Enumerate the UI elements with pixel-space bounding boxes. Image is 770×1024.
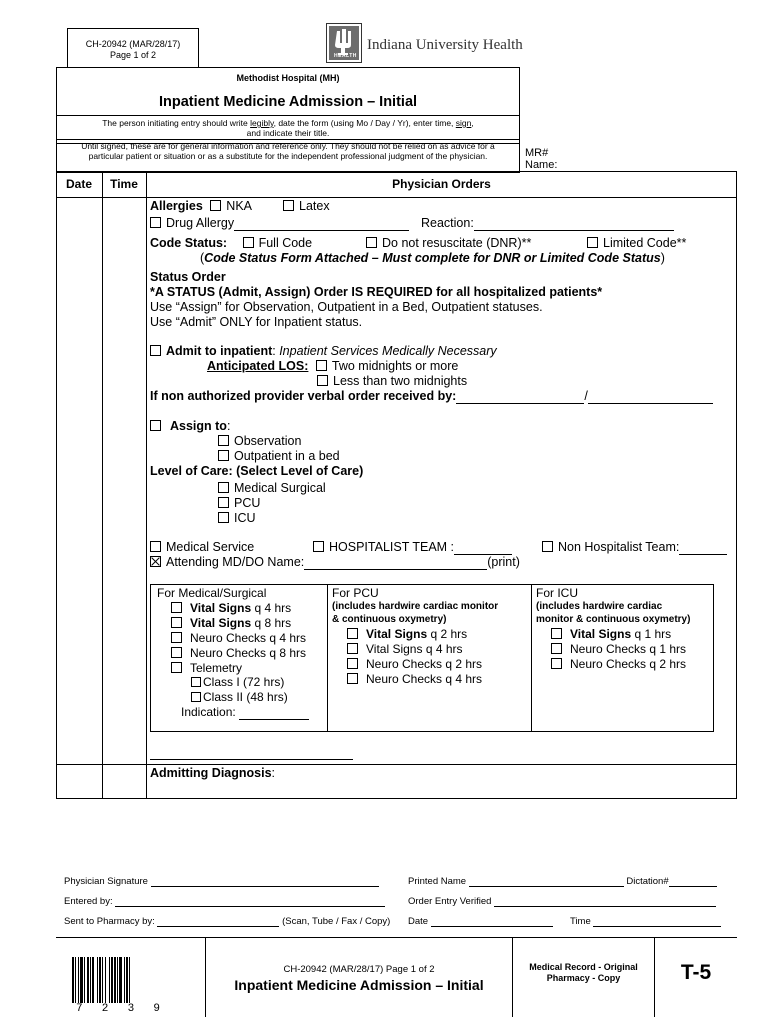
code-status-label: Code Status: [150, 236, 228, 250]
icu-item [551, 657, 686, 672]
form-id: T-5 [680, 961, 712, 984]
pcu-item-checkbox[interactable] [347, 658, 358, 669]
non-hospitalist-option: Non Hospitalist Team: [542, 540, 727, 555]
icu-item-label: q 1 hrs [631, 627, 672, 641]
barcode-bar [119, 957, 122, 1003]
medsurg-item-label: q 4 hrs [251, 601, 292, 615]
medsurg-item [171, 646, 306, 661]
time-row: Time [570, 916, 721, 927]
icu-item-checkbox[interactable] [551, 628, 562, 639]
barcode-bar [117, 957, 118, 1003]
signature-row: Physician Signature [64, 876, 379, 887]
disclaimer: Until signed, these are for general information and reference only. They should not be relied on as advice for a particular patient or situation or as a substitute for the independent professional judgment of the physician. [81, 141, 495, 161]
pcu-item [347, 627, 482, 642]
date-row: Date [408, 916, 553, 927]
limited-code-checkbox[interactable] [587, 237, 598, 248]
pcu-item [347, 657, 482, 672]
order-verified-field[interactable] [494, 897, 716, 907]
medsurg-item-bold: Vital Signs [190, 601, 252, 615]
pcu-item-bold: Vital Signs [366, 627, 428, 641]
admit-inpatient-checkbox[interactable] [150, 345, 161, 356]
instructions: The person initiating entry should write legibly, date the form (using Mo / Day / Yr), enter time, sign, and indicate their title. [102, 118, 474, 138]
status-required: *A STATUS (Admit, Assign) Order IS REQUIRED for all hospitalized patients* [150, 285, 603, 299]
hospitalist-option: HOSPITALIST TEAM : [313, 540, 512, 555]
logo-badge: HEALTH [334, 53, 357, 59]
indication-field[interactable] [239, 708, 309, 720]
class1-checkbox[interactable] [191, 677, 201, 687]
medsurg-item-label: q 8 hrs [251, 616, 292, 630]
medsurg-item-bold: Vital Signs [190, 616, 252, 630]
date-field[interactable] [431, 917, 553, 927]
form-code: CH-20942 (MAR/28/17) [85, 39, 181, 49]
extra-order-line [150, 759, 353, 760]
hospital-name: Methodist Hospital (MH) [236, 73, 340, 83]
icu-item-checkbox[interactable] [551, 643, 562, 654]
outpatient-bed-checkbox[interactable] [218, 450, 229, 461]
verbal-order-row: If non authorized provider verbal order received by: / [150, 389, 713, 404]
header-row-divider [56, 197, 737, 198]
icu-checkbox[interactable] [218, 512, 229, 523]
admitting-row-divider [56, 764, 737, 765]
assign-to-checkbox[interactable] [150, 420, 161, 431]
los-two-plus-checkbox[interactable] [316, 360, 327, 371]
medical-service-checkbox[interactable] [150, 541, 161, 552]
medsurg-heading: For Medical/Surgical [157, 586, 267, 600]
reaction-field[interactable] [474, 219, 674, 231]
bottom-form-code: CH-20942 (MAR/28/17) Page 1 of 2 [283, 964, 435, 975]
icu-item-bold: Vital Signs [570, 627, 632, 641]
assign-note: Use “Assign” for Observation, Outpatient in a Bed, Outpatient statuses. [150, 300, 543, 314]
pcu-item [347, 672, 482, 687]
allergies-row [150, 199, 252, 214]
drug-allergy-row: Drug Allergy [150, 216, 409, 231]
observation-checkbox[interactable] [218, 435, 229, 446]
class2-checkbox[interactable] [191, 692, 201, 702]
bottom-form-title: Inpatient Medicine Admission – Initial [234, 977, 484, 993]
medical-service-option: Medical Service [150, 540, 254, 555]
barcode-digit: 3 [127, 1003, 135, 1015]
dnr-checkbox[interactable] [366, 237, 377, 248]
medsurg-item-label: Telemetry [190, 661, 243, 675]
barcode-bar [97, 957, 98, 1003]
pcu-item-label: q 2 hrs [427, 627, 468, 641]
pcu-item-label: Neuro Checks q 4 hrs [366, 672, 483, 686]
icu-item [551, 627, 686, 642]
medsurg-item-checkbox[interactable] [171, 647, 182, 658]
medsurg-item [171, 661, 306, 676]
barcode-bar [90, 957, 91, 1003]
signature-field[interactable] [151, 877, 379, 887]
medsurg-item [171, 616, 306, 631]
level-of-care-label: Level of Care: (Select Level of Care) [150, 464, 364, 478]
time-field[interactable] [593, 917, 721, 927]
barcode-bar [78, 957, 79, 1003]
barcode-bar [72, 957, 74, 1003]
icu-item-checkbox[interactable] [551, 658, 562, 669]
barcode-digits [76, 1003, 160, 1015]
nka-checkbox[interactable] [210, 200, 221, 211]
barcode-bar [109, 957, 110, 1003]
barcode-bar [99, 957, 101, 1003]
entered-by-field[interactable] [115, 897, 385, 907]
entered-by-row: Entered by: [64, 896, 385, 907]
verbal-order-field-2[interactable] [588, 392, 713, 404]
col-orders: Physician Orders [392, 177, 491, 191]
pcu-item-checkbox[interactable] [347, 643, 358, 654]
limited-code-option: Limited Code** [587, 236, 686, 251]
icu-item-label: Neuro Checks q 1 hrs [570, 642, 687, 656]
medsurg-item-checkbox[interactable] [171, 662, 182, 673]
bottom-bar-top [56, 937, 737, 938]
class1-option: Class I (72 hrs) [191, 675, 284, 690]
logo-text: Indiana University Health [367, 37, 523, 53]
dictation-field[interactable] [669, 877, 717, 887]
class2-option: Class II (48 hrs) [191, 690, 288, 705]
barcode-bar [87, 957, 89, 1003]
non-hospitalist-field[interactable] [679, 543, 727, 555]
barcode-bar [92, 957, 94, 1003]
medsurg-item [171, 601, 306, 616]
attending-checkbox-checked[interactable] [150, 556, 161, 567]
medsurg-item-checkbox[interactable] [171, 632, 182, 643]
barcode-bar [126, 957, 128, 1003]
drug-allergy-checkbox[interactable] [150, 217, 161, 228]
medsurg-item-label: Neuro Checks q 4 hrs [190, 631, 307, 645]
medsurg-item [171, 631, 306, 646]
barcode-bar [129, 957, 130, 1003]
pcu-heading: For PCU [332, 586, 379, 600]
pcu-option: PCU [218, 496, 260, 511]
title-divider [56, 115, 520, 116]
code-status-note: (Code Status Form Attached – Must complete for DNR or Limited Code Status) [200, 251, 665, 265]
medsurg-item-checkbox[interactable] [171, 602, 182, 613]
latex-checkbox[interactable] [283, 200, 294, 211]
dnr-option: Do not resuscitate (DNR)** [366, 236, 531, 251]
full-code-checkbox[interactable] [243, 237, 254, 248]
barcode-digit: 7 [76, 1003, 83, 1015]
status-order-heading: Status Order [150, 270, 226, 284]
order-verified-row: Order Entry Verified [408, 896, 716, 907]
pcu-sub2: & continuous oxymetry) [332, 614, 447, 625]
los-less-row: Less than two midnights [317, 374, 467, 389]
mr-label: MR# [525, 147, 549, 159]
medsurg-list [171, 601, 306, 676]
copy-original: Medical Record - Original [529, 962, 638, 972]
pcu-item-label: Vital Signs q 4 hrs [366, 642, 463, 656]
name-label: Name: [525, 159, 558, 171]
page-number: Page 1 of 2 [109, 50, 157, 60]
barcode-bar [84, 957, 85, 1003]
pcu-item [347, 642, 482, 657]
icu-item-label: Neuro Checks q 2 hrs [570, 657, 687, 671]
sent-to-field[interactable] [157, 917, 279, 927]
icu-heading: For ICU [536, 586, 578, 600]
barcode-digit: 2 [101, 1003, 109, 1015]
medsurg-item-label: Neuro Checks q 8 hrs [190, 646, 307, 660]
los-label: Anticipated LOS: [207, 359, 309, 373]
icu-list [551, 627, 686, 672]
icu-sub2: monitor & continuous oxymetry) [536, 614, 691, 625]
icu-sub1: (includes hardwire cardiac [536, 601, 663, 612]
sent-to-row: Sent to Pharmacy by: (Scan, Tube / Fax / Copy) [64, 916, 391, 927]
barcode [72, 957, 158, 1008]
printed-name-field[interactable] [469, 877, 624, 887]
barcode-digit: 9 [153, 1003, 160, 1015]
allergies-label: Allergies [150, 199, 203, 213]
pcu-item-checkbox[interactable] [347, 628, 358, 639]
medical-surgical-checkbox[interactable] [218, 482, 229, 493]
nka-label: NKA [226, 199, 252, 213]
barcode-bar [111, 957, 113, 1003]
pcu-sub1: (includes hardwire cardiac monitor [332, 601, 499, 612]
pcu-item-checkbox[interactable] [347, 673, 358, 684]
date-col-divider [102, 171, 103, 799]
col-time: Time [110, 177, 138, 191]
verbal-order-field-1[interactable] [456, 392, 584, 404]
printed-name-row: Printed Name Dictation# [408, 876, 717, 887]
non-hospitalist-checkbox[interactable] [542, 541, 553, 552]
barcode-bar [114, 957, 116, 1003]
hospitalist-field[interactable] [454, 543, 512, 555]
attending-row: Attending MD/DO Name: (print) [150, 555, 520, 570]
barcode-bar [124, 957, 125, 1003]
barcode-graphic [72, 957, 158, 1003]
copy-pharmacy: Pharmacy - Copy [546, 973, 621, 983]
hospitalist-checkbox[interactable] [313, 541, 324, 552]
medsurg-item-checkbox[interactable] [171, 617, 182, 628]
barcode-bar [105, 957, 106, 1003]
time-col-divider [146, 171, 147, 799]
barcode-bar [102, 957, 103, 1003]
col-date: Date [65, 177, 92, 191]
admit-note: Use “Admit” ONLY for Inpatient status. [150, 315, 363, 329]
assign-to-row: Assign to: [150, 419, 230, 434]
admitting-diagnosis: Admitting Diagnosis: [150, 766, 276, 780]
pcu-list [347, 627, 482, 687]
admit-inpatient-row: Admit to inpatient: Inpatient Services Medically Necessary [150, 344, 497, 359]
outpatient-bed-option: Outpatient in a bed [218, 449, 340, 464]
latex-option: Latex [283, 199, 330, 214]
drug-allergy-field[interactable] [234, 219, 409, 231]
form-title: Inpatient Medicine Admission – Initial [158, 94, 418, 110]
attending-name-field[interactable] [304, 558, 487, 570]
medical-surgical-option: Medical Surgical [218, 481, 326, 496]
barcode-bar [75, 957, 76, 1003]
observation-option: Observation [218, 434, 301, 449]
pcu-checkbox[interactable] [218, 497, 229, 508]
indication-row: Indication: [181, 705, 309, 720]
los-row: Anticipated LOS: Two midnights or more [207, 359, 459, 373]
reaction-row: Reaction: [421, 216, 674, 231]
barcode-bar [80, 957, 83, 1003]
icu-option: ICU [218, 511, 256, 526]
pcu-item-label: Neuro Checks q 2 hrs [366, 657, 483, 671]
code-status-row: Code Status: Full Code [150, 236, 313, 250]
los-less-checkbox[interactable] [317, 375, 328, 386]
icu-item [551, 642, 686, 657]
